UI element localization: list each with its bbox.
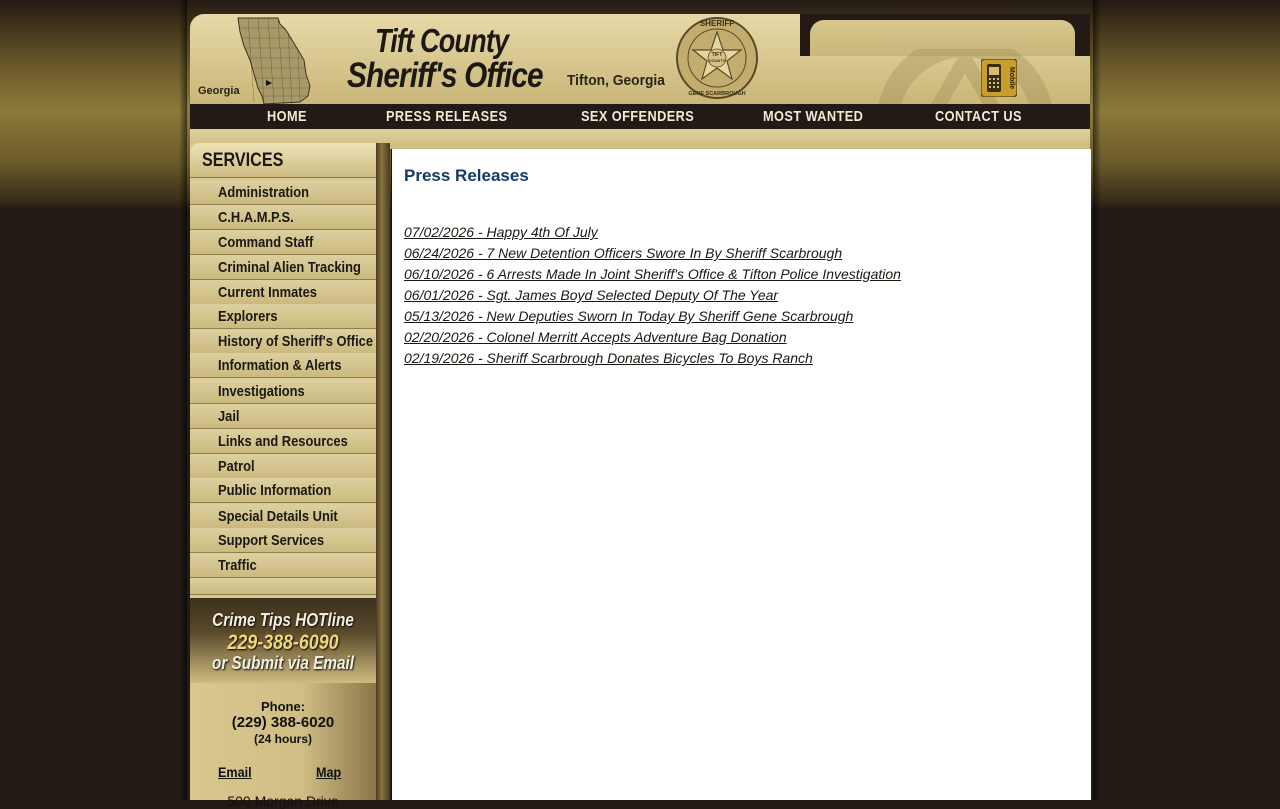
press-release-link[interactable]: 07/02/2026 - Happy 4th Of July [404, 224, 598, 240]
sidebar-item-label: Administration [218, 184, 310, 201]
press-release-link[interactable]: 02/19/2026 - Sheriff Scarbrough Donates Bicycles To Boys Ranch [404, 350, 813, 366]
phone-hours: (24 hours) [253, 732, 312, 746]
sidebar-item-traffic[interactable] [190, 553, 376, 578]
star-watermark-icon [850, 49, 1080, 104]
sidebar-item-label: Criminal Alien Tracking [218, 259, 361, 276]
sidebar-item-label: C.H.A.M.P.S. [218, 209, 294, 226]
badge-top-text: SHERIFF [699, 19, 735, 28]
list-item [404, 308, 901, 329]
list-item [404, 350, 901, 371]
press-release-link[interactable]: 06/10/2026 - 6 Arrests Made In Joint Sheriff's Office & Tifton Police Investigation [404, 266, 901, 282]
sidebar-item-explorers[interactable] [190, 304, 376, 329]
mobile-label: Mobile [1008, 66, 1015, 90]
list-item [404, 287, 901, 308]
press-release-link[interactable]: 06/01/2026 - Sgt. James Boyd Selected Deputy Of The Year [404, 287, 779, 303]
phone-number: (229) 388-6020 [231, 714, 335, 731]
sidebar-item-command-staff[interactable] [190, 230, 376, 255]
site-header [190, 14, 1090, 104]
mobile-site-button[interactable] [981, 59, 1017, 97]
sidebar-item-information-alerts[interactable] [190, 353, 376, 378]
sidebar-item-label: Patrol [218, 458, 255, 475]
press-release-link[interactable]: 05/13/2026 - New Deputies Sworn In Today By Sheriff Gene Scarbrough [404, 308, 854, 324]
sidebar-item-criminal-alien-tracking[interactable] [190, 255, 376, 280]
site-city: Tifton, Georgia [567, 72, 665, 89]
press-release-link[interactable]: 06/24/2026 - 7 New Detention Officers Swore In By Sheriff Scarbrough [404, 245, 843, 261]
sidebar-item-label: Information & Alerts [218, 357, 342, 374]
hotline-submit-email: or Submit via Email [211, 653, 354, 673]
sidebar-item-public-information[interactable] [190, 478, 376, 503]
nav-home[interactable]: HOME [267, 108, 307, 125]
badge-bottom-text: GENE SCARBROUGH [688, 91, 746, 97]
sidebar-item-patrol[interactable] [190, 454, 376, 479]
press-release-list [404, 224, 901, 371]
sidebar-item-label: Public Information [218, 482, 332, 499]
badge-center-line1: TIFT [711, 52, 723, 58]
services-title: SERVICES [202, 150, 284, 171]
list-item [404, 329, 901, 350]
sidebar-item-label: Special Details Unit [218, 508, 338, 525]
press-release-link[interactable]: 02/20/2026 - Colonel Merritt Accepts Adventure Bag Donation [404, 329, 787, 345]
services-header [190, 143, 376, 178]
sidebar-item-label: History of Sheriff's Office [218, 333, 374, 350]
hotline-title: Crime Tips HOTline [212, 610, 354, 630]
sidebar-item-links-resources[interactable] [190, 429, 376, 454]
nav-contact-us[interactable]: CONTACT US [935, 108, 1022, 125]
map-link[interactable]: Map [316, 764, 342, 780]
page-title: Press Releases [404, 166, 529, 185]
sidebar-item-current-inmates[interactable] [190, 280, 376, 305]
main-nav [190, 104, 1090, 129]
sidebar-item-investigations[interactable] [190, 379, 376, 404]
sidebar-item-label: Jail [218, 408, 240, 425]
shell-shadow-left [179, 0, 187, 800]
nav-sex-offenders[interactable]: SEX OFFENDERS [581, 108, 695, 125]
address-line: 500 Morgan Drive [227, 793, 339, 809]
site-title-line1: Tift County [375, 22, 509, 59]
sidebar-item-label: Investigations [218, 383, 305, 400]
sidebar-item-label: Explorers [218, 308, 278, 325]
shell-shadow-right [1093, 0, 1101, 800]
main-content [391, 149, 1091, 800]
sidebar-item-champs[interactable] [190, 205, 376, 230]
nav-most-wanted[interactable]: MOST WANTED [763, 108, 864, 125]
sidebar-spacer [190, 578, 376, 595]
hotline-number: 229-388-6090 [227, 631, 339, 654]
sidebar-item-label: Links and Resources [218, 433, 348, 450]
phone-label: Phone: [260, 699, 306, 714]
site-title-line2: Sheriff's Office [347, 56, 543, 95]
sidebar-item-history[interactable] [190, 329, 376, 354]
georgia-map-icon [234, 16, 314, 104]
badge-center-line2: COUNTY [708, 58, 726, 63]
list-item [404, 266, 901, 287]
sidebar-item-administration[interactable] [190, 180, 376, 205]
services-sidebar [190, 143, 391, 809]
list-item [404, 224, 901, 245]
site-shell [187, 0, 1093, 809]
list-item [404, 245, 901, 266]
sidebar-item-jail[interactable] [190, 404, 376, 429]
sidebar-item-label: Support Services [218, 532, 325, 549]
sidebar-item-label: Command Staff [218, 234, 314, 251]
sidebar-item-support-services[interactable] [190, 528, 376, 553]
sidebar-edge [376, 143, 390, 800]
sidebar-item-special-details-unit[interactable] [190, 504, 376, 529]
sidebar-item-label: Current Inmates [218, 284, 317, 301]
sidebar-item-label: Traffic [218, 557, 257, 574]
georgia-label: Georgia [198, 85, 240, 97]
email-link[interactable]: Email [218, 764, 252, 780]
nav-press-releases[interactable]: PRESS RELEASES [386, 108, 508, 125]
sheriff-badge-icon [675, 14, 759, 102]
